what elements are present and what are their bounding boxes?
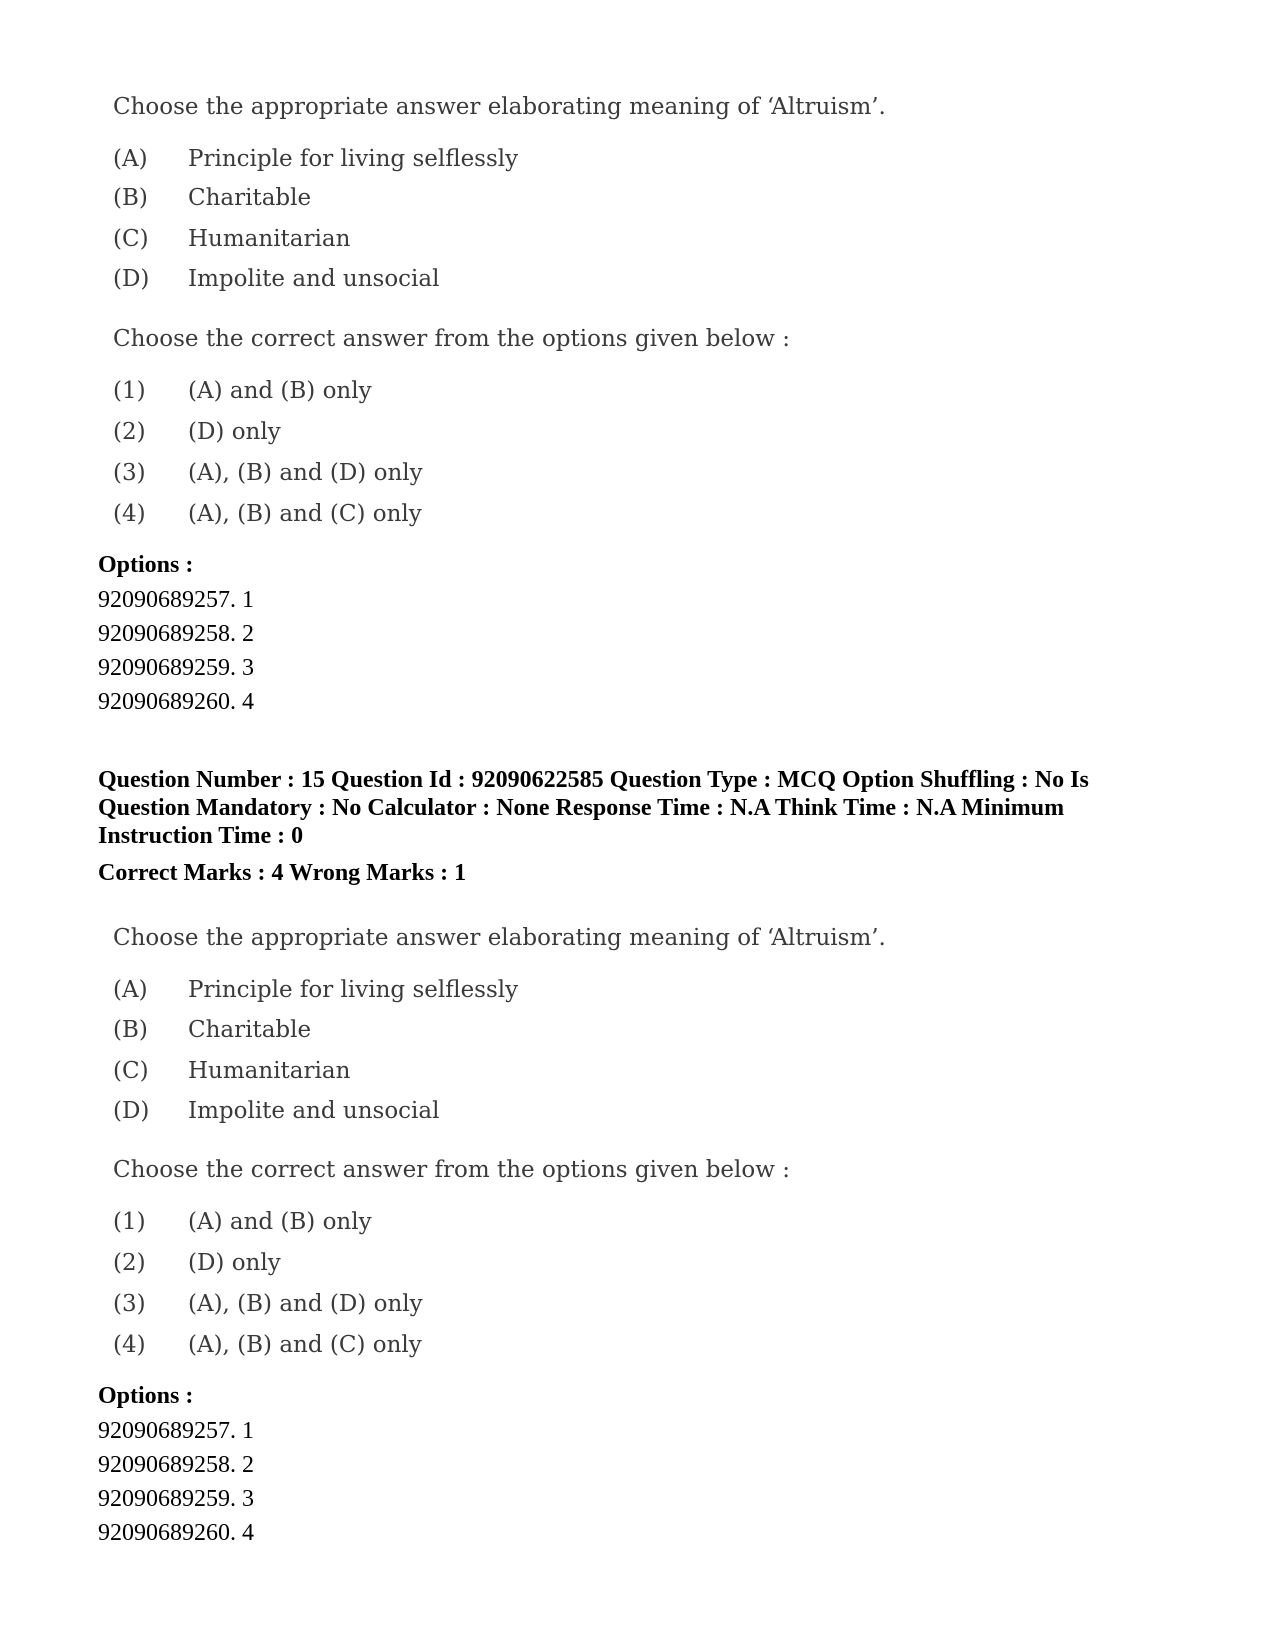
choice-1	[113, 1209, 372, 1235]
choice-text: (A), (B) and (C) only	[188, 1332, 422, 1358]
statement-label: (C)	[113, 226, 149, 252]
statement-d	[113, 1098, 439, 1124]
option-line: 92090689257. 1	[98, 1418, 254, 1444]
statement-c	[113, 226, 350, 252]
statement-text: Impolite and unsocial	[188, 266, 440, 292]
option-line: 92090689260. 4	[98, 689, 254, 715]
option-line: 92090689257. 1	[98, 587, 254, 613]
choice-text: (A), (B) and (C) only	[188, 501, 422, 527]
statement-text: Principle for living selflessly	[188, 977, 519, 1003]
question-header: Question Number : 15 Question Id : 92090622585 Question Type : MCQ Option Shuffling : No Is Question Mandatory : No Calculator : None Response Time : N.A Think Time : N.A Minimum Instruction Time : 0	[98, 767, 1089, 849]
statement-label: (D)	[113, 266, 150, 292]
statement-label: (B)	[113, 1017, 148, 1043]
choice-2	[113, 419, 281, 445]
statement-text: Charitable	[188, 1017, 312, 1043]
choice-label: (3)	[113, 1291, 146, 1317]
statement-b	[113, 185, 311, 211]
statement-label: (D)	[113, 1098, 150, 1124]
choice-text: (A), (B) and (D) only	[188, 1291, 423, 1317]
option-line: 92090689259. 3	[98, 1486, 254, 1512]
question-prompt: Choose the appropriate answer elaborating meaning of ‘Altruism’.	[113, 94, 886, 120]
choice-3	[113, 1291, 423, 1317]
choice-text: (A) and (B) only	[188, 1209, 372, 1235]
choice-1	[113, 378, 372, 404]
choice-text: (D) only	[188, 419, 281, 445]
choice-label: (4)	[113, 1332, 146, 1358]
statement-label: (A)	[113, 146, 148, 172]
choice-label: (2)	[113, 1250, 146, 1276]
statement-a	[113, 977, 518, 1003]
choice-2	[113, 1250, 281, 1276]
statement-text: Charitable	[188, 185, 312, 211]
answer-instruction: Choose the correct answer from the options given below :	[113, 1157, 790, 1183]
statement-text: Humanitarian	[188, 226, 351, 252]
statement-text: Humanitarian	[188, 1058, 351, 1084]
choice-label: (1)	[113, 1209, 146, 1235]
statement-d	[113, 266, 439, 292]
statement-label: (B)	[113, 185, 148, 211]
statement-a	[113, 146, 518, 172]
choice-text: (D) only	[188, 1250, 281, 1276]
marks-line: Correct Marks : 4 Wrong Marks : 1	[98, 860, 467, 886]
answer-instruction: Choose the correct answer from the options given below :	[113, 326, 790, 352]
statement-text: Principle for living selflessly	[188, 146, 519, 172]
statement-b	[113, 1017, 311, 1043]
option-line: 92090689258. 2	[98, 621, 254, 647]
choice-3	[113, 460, 423, 486]
statement-c	[113, 1058, 350, 1084]
option-line: 92090689260. 4	[98, 1520, 254, 1546]
choice-text: (A), (B) and (D) only	[188, 460, 423, 486]
choice-label: (1)	[113, 378, 146, 404]
option-line: 92090689259. 3	[98, 655, 254, 681]
options-heading: Options :	[98, 1383, 194, 1409]
choice-label: (2)	[113, 419, 146, 445]
choice-text: (A) and (B) only	[188, 378, 372, 404]
question-prompt: Choose the appropriate answer elaborating meaning of ‘Altruism’.	[113, 925, 886, 951]
option-line: 92090689258. 2	[98, 1452, 254, 1478]
statement-label: (A)	[113, 977, 148, 1003]
statement-label: (C)	[113, 1058, 149, 1084]
choice-label: (3)	[113, 460, 146, 486]
options-heading: Options :	[98, 552, 194, 578]
statement-text: Impolite and unsocial	[188, 1098, 440, 1124]
choice-label: (4)	[113, 501, 146, 527]
choice-4	[113, 501, 422, 527]
choice-4	[113, 1332, 422, 1358]
